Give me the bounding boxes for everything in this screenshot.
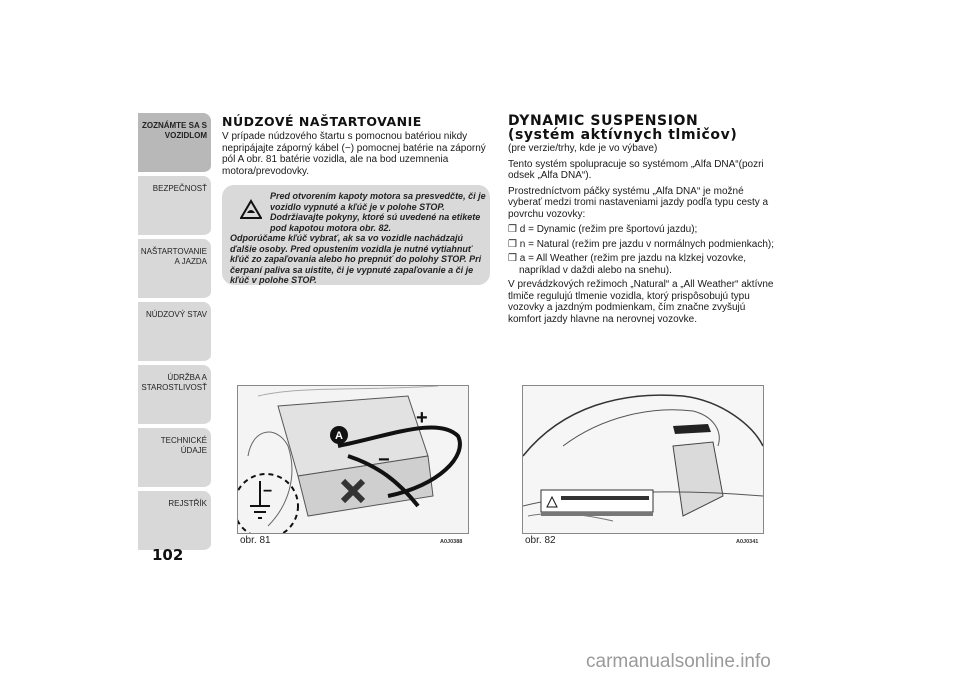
paragraph: V prípade núdzového štartu s pomocnou batériou nikdy nepripájajte záporný kábel (−) pomocnej batérie na záporný pól A obr. 81 batérie vozidla, ale na bod uzemnenia motora/prevodovky. xyxy=(222,131,486,177)
tab-technicke-udaje[interactable] xyxy=(138,428,211,489)
warning-text-b: Odporúčame kľúč vybrať, ak sa vo vozidle nachádzajú ďalšie osoby. Pred opustením vozidla je nutné vytiahnuť kľúč zo zapaľovania alebo ho prepnúť do polohy STOP. Pri čerpaní paliva sa uistite, či je vypnuté zapaľovanie a či je kľúč v polohe STOP. xyxy=(230,233,482,285)
paragraph-2: Prostredníctvom páčky systému „Alfa DNA“ je možné vyberať medzi tromi nastaveniami jazdy podľa typu cesty a povrchu vozovky: xyxy=(508,185,769,220)
paragraph-subtitle: (pre verzie/trhy, kde je vo výbave) xyxy=(508,143,658,154)
warning-text-a: Pred otvorením kapoty motora sa presvedčte, či je vozidlo vypnuté a kľúč je v polohe STOP. Dodržiavajte pokyny, ktoré sú uvedené na etikete pod kapotou motora obr. 82. xyxy=(270,191,486,233)
tab-udrzba[interactable] xyxy=(138,365,211,426)
emergency-start-body xyxy=(222,131,490,181)
figure-plus-sign: + xyxy=(416,407,428,429)
watermark: carmanualsonline.info xyxy=(586,651,771,672)
section-heading-emergency-start: NÚDZOVÉ NAŠTARTOVANIE xyxy=(222,114,422,129)
figure-82-caption: obr. 82 xyxy=(525,535,556,546)
figure-82-code: A0J0341 xyxy=(736,539,759,545)
engine-bay-illustration xyxy=(523,386,763,533)
warning-box xyxy=(222,185,490,285)
battery-illustration xyxy=(238,386,468,533)
figure-label-a: A xyxy=(335,430,343,442)
paragraph-3: V prevádzkových režimoch „Natural“ a „All Weather“ aktívne tlmiče regulujú tlmenie vozidla, ktorý prispôsobujú typu vozovky a jazdným podmienkam, čím značne zvyšujú komfort jazdy hlavne na nerovnej vozovke. xyxy=(508,279,774,325)
tab-label: ZOZNÁMTE SA S VOZIDLOM xyxy=(141,121,207,140)
figure-81-caption: obr. 81 xyxy=(240,535,271,546)
tab-nudzovy-stav[interactable] xyxy=(138,302,211,363)
figure-minus-sign: − xyxy=(378,449,390,471)
bullet-natural: ❒ n = Natural (režim pre jazdu v normálnych podmienkach); xyxy=(508,238,775,250)
tab-label: BEZPEČNOSŤ xyxy=(152,184,207,193)
figure-82-engine-bay xyxy=(522,385,764,534)
tab-label: NÚDZOVÝ STAV xyxy=(145,310,207,319)
dynamic-suspension-body xyxy=(508,143,780,329)
tab-label: NAŠTARTOVANIE A JAZDA xyxy=(140,247,207,266)
section-heading-dynamic-suspension xyxy=(508,114,737,142)
tab-rejstrik[interactable] xyxy=(138,491,211,552)
tab-label: ÚDRŽBA A STAROSTLIVOSŤ xyxy=(141,373,207,392)
tab-label: REJSTŘÍK xyxy=(168,499,207,508)
tab-zoznamte-sa[interactable] xyxy=(138,113,211,174)
paragraph-1: Tento systém spolupracuje so systémom „Alfa DNA“(pozri odsek „Alfa DNA“). xyxy=(508,158,764,181)
page-number: 102 xyxy=(152,546,184,564)
chapter-sidebar xyxy=(138,113,211,553)
warning-text xyxy=(230,191,486,286)
bullet-dynamic: ❒ d = Dynamic (režim pre športovú jazdu); xyxy=(508,224,698,235)
heading-line-2: (systém aktívnych tlmičov) xyxy=(508,127,738,143)
tab-nastartovanie[interactable] xyxy=(138,239,211,300)
figure-81-battery xyxy=(237,385,469,534)
tab-label: TECHNICKÉ ÚDAJE xyxy=(160,436,207,455)
figure-81-code: A0J0388 xyxy=(440,539,463,545)
heading-line-1: DYNAMIC SUSPENSION xyxy=(508,113,699,129)
tab-bezpecnost[interactable] xyxy=(138,176,211,237)
figure-minus-sign-ground: − xyxy=(263,483,273,500)
bullet-all-weather: ❒ a = All Weather (režim pre jazdu na klzkej vozovke, napríklad v daždi alebo na snehu). xyxy=(508,253,747,276)
